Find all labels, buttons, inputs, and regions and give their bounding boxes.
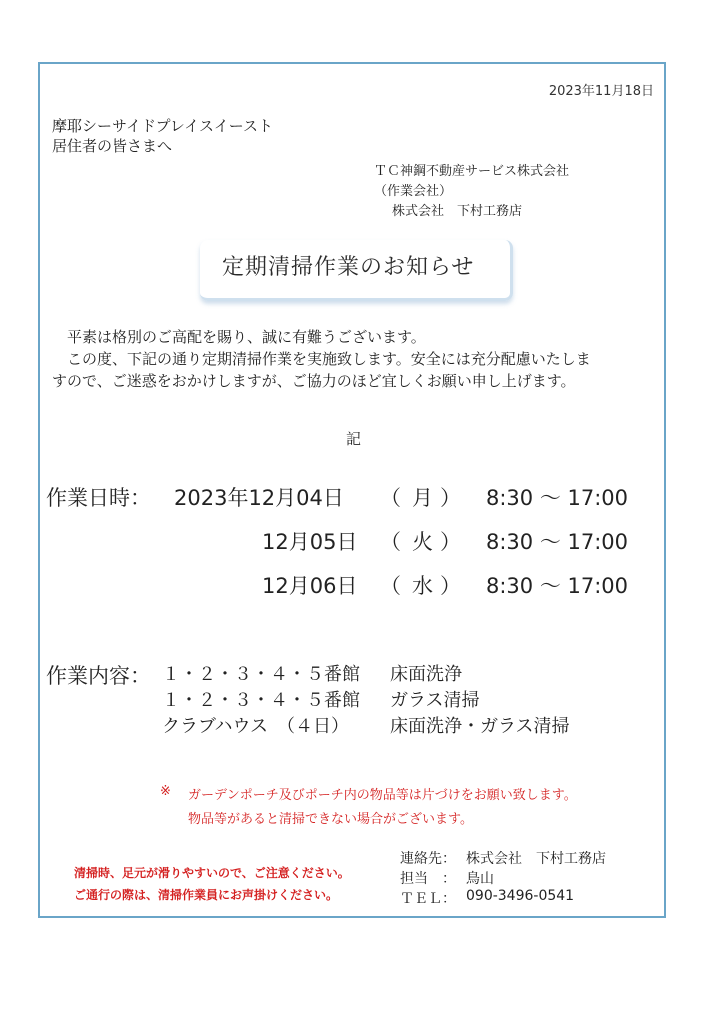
work-task: ガラス清掃 [390,690,480,711]
schedule-date: 2023年12月04日 [174,486,344,510]
ki-mark: 記 [346,430,362,448]
issue-date: 2023年11月18日 [548,84,654,99]
contact-company: 株式会社 下村工務店 [466,851,606,867]
schedule-open-paren: （ [380,486,401,510]
contact-person: 鳥山 [466,871,494,887]
caution-line-2: ご通行の際は、清掃作業員にお声掛けください。 [74,888,339,902]
recipient-residents: 居住者の皆さまへ [52,137,173,155]
greeting-line-3: すので、ご迷惑をおかけしますが、ご協力のほど宜しくお願い申し上げます。 [52,372,576,390]
work-place: １・２・３・４・５番館 [162,690,360,711]
schedule-close-paren: ） [440,486,461,510]
work-task: 床面洗浄 [390,664,462,685]
work-place: クラブハウス （４日） [162,716,350,737]
schedule-label: 作業日時： [46,486,151,510]
contact-label: 連絡先： [400,851,456,867]
schedule-day: 火 [412,530,433,554]
contact-tel: 090-3496-0541 [466,888,575,904]
note-line-2: 物品等があると清掃できない場合がございます。 [188,812,473,827]
schedule-date: 12月05日 [262,530,358,554]
sender-role: （作業会社） [374,184,453,199]
note-line-1: ガーデンポーチ及びポーチ内の物品等は片づけをお願い致します。 [188,788,577,803]
greeting-line-1: 平素は格別のご高配を賜り、誠に有難うございます。 [52,328,426,346]
schedule-open-paren: （ [380,574,401,598]
notice-title: 定期清掃作業のお知らせ [222,255,475,280]
contact-tel-label: ＴＥＬ： [400,891,456,907]
work-label: 作業内容： [46,664,151,688]
schedule-open-paren: （ [380,530,401,554]
work-task: 床面洗浄・ガラス清掃 [390,716,570,737]
schedule-close-paren: ） [440,574,461,598]
schedule-time: 8:30 ～ 17:00 [486,530,629,554]
note-mark: ※ [160,784,171,799]
schedule-time: 8:30 ～ 17:00 [486,486,629,510]
schedule-time: 8:30 ～ 17:00 [486,574,629,598]
sender-contractor: 株式会社 下村工務店 [392,204,523,219]
sender-company: ＴＣ神鋼不動産サービス株式会社 [374,164,570,179]
contact-person-label: 担当 ： [400,871,456,887]
recipient-building: 摩耶シーサイドプレイスイースト [52,117,273,135]
schedule-day: 水 [412,574,433,598]
schedule-date: 12月06日 [262,574,358,598]
schedule-day: 月 [412,486,433,510]
caution-line-1: 清掃時、足元が滑りやすいので、ご注意ください。 [74,866,350,880]
schedule-close-paren: ） [440,530,461,554]
work-place: １・２・３・４・５番館 [162,664,360,685]
greeting-line-2: この度、下記の通り定期清掃作業を実施致します。安全には充分配慮いたしま [52,350,591,368]
